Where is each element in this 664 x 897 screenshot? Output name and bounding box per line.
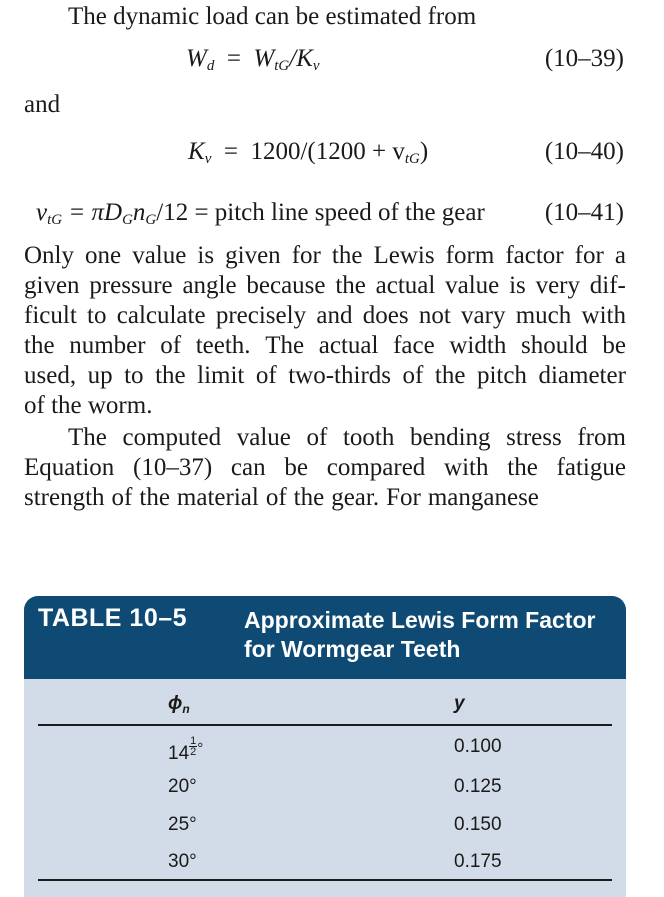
word: face	[393, 332, 435, 359]
intro-text: The dynamic load can be estimated from	[68, 3, 477, 30]
word: strength	[24, 484, 105, 511]
word: the	[155, 362, 186, 389]
table-title-line2: for Wormgear Teeth	[244, 636, 461, 662]
column-header-phi	[168, 693, 190, 716]
word: a	[614, 242, 626, 269]
phi-degree: °	[197, 740, 204, 757]
word: teeth.	[195, 332, 251, 359]
word: does	[362, 302, 409, 329]
word: pitch	[476, 362, 527, 389]
word: be	[602, 332, 626, 359]
phi-subscript: n	[182, 702, 190, 716]
word: value	[445, 272, 500, 299]
word: tooth	[342, 424, 395, 451]
table-header-bar	[24, 596, 626, 679]
equation-number-10-39: (10–39)	[544, 45, 624, 72]
word: Equation	[24, 454, 115, 481]
word: compared	[326, 454, 426, 481]
word: value	[236, 424, 291, 451]
word: two-thirds	[288, 362, 392, 389]
word: fatigue	[556, 454, 626, 481]
word: given	[225, 242, 281, 269]
word: value	[132, 242, 187, 269]
eq1-lhs: W	[186, 45, 207, 72]
phi-whole: 14	[168, 743, 190, 764]
word: For	[386, 484, 421, 511]
equation-number-10-41: (10–41)	[544, 199, 624, 226]
word: used,	[24, 362, 77, 389]
eq1-lhs-sub: d	[206, 58, 215, 74]
table-row-1-y: 0.100	[454, 736, 502, 757]
table-header-rule	[38, 724, 612, 726]
eq3-sub2: G	[122, 212, 133, 228]
eq1-rhs-sub: tG	[274, 58, 290, 74]
table-row-4-y: 0.175	[454, 851, 502, 872]
eq3-n: n	[132, 199, 146, 226]
word: The	[265, 332, 305, 359]
eq2-rhs-sub: tG	[404, 151, 420, 167]
word: of	[255, 362, 277, 389]
table-row-3-phi: 25°	[168, 814, 197, 835]
eq3-sub1: tG	[47, 212, 63, 228]
word: with	[581, 302, 626, 329]
word: the	[507, 454, 538, 481]
word: diameter	[538, 362, 626, 389]
word: of	[160, 332, 182, 359]
equation-10-39: $W_d = W_{tG}/K_v$	[186, 45, 320, 74]
paragraph-line	[24, 423, 626, 453]
word: to	[87, 302, 107, 329]
paragraph-line	[24, 331, 626, 361]
paragraph-line	[24, 301, 626, 331]
table-body	[38, 679, 612, 897]
eq3-tail: /12 = pitch line speed of the gear	[156, 199, 485, 226]
table-row-3-y: 0.150	[454, 814, 502, 835]
eq3-mid: = πD	[62, 199, 123, 226]
word: up	[87, 362, 113, 389]
table-bottom-rule	[38, 879, 612, 881]
table-row-4-phi: 30°	[168, 851, 197, 872]
paragraph-lewis-factor	[24, 241, 626, 421]
and-text: and	[24, 91, 61, 118]
paragraph-line	[24, 241, 626, 271]
word: actual	[318, 332, 379, 359]
word: from	[577, 424, 626, 451]
word: Only	[24, 242, 74, 269]
word: the	[293, 484, 325, 511]
paragraph-bending-stress	[24, 423, 626, 513]
frac-den: 2	[190, 746, 197, 758]
word: one	[85, 242, 122, 269]
word: manganese	[427, 484, 539, 511]
word: very	[535, 272, 580, 299]
word: because	[246, 272, 326, 299]
word: computed	[122, 424, 222, 451]
word: can	[230, 454, 266, 481]
word: of	[265, 484, 287, 511]
word: bending	[409, 424, 491, 451]
eq2-lhs: K	[188, 138, 205, 165]
table-row-2-phi: 20°	[168, 776, 197, 797]
paragraph-line	[24, 361, 626, 391]
table-title-line1: Approximate Lewis Form Factor	[244, 607, 596, 633]
word: actual	[375, 272, 436, 299]
eq1-rhs: W	[253, 45, 275, 72]
table-10-5	[24, 596, 626, 897]
word: of	[306, 424, 328, 451]
word: be	[284, 454, 308, 481]
word: of	[111, 484, 133, 511]
word: of	[402, 362, 424, 389]
word: not	[418, 302, 451, 329]
paragraph-line	[24, 271, 626, 301]
word: to	[124, 362, 144, 389]
word: limit	[197, 362, 245, 389]
word: for	[291, 242, 321, 269]
phi-symbol: ϕ	[168, 693, 183, 714]
word: ficult	[24, 302, 77, 329]
eq3-sub3: G	[145, 212, 157, 228]
table-title	[244, 606, 595, 664]
word: precisely	[215, 302, 307, 329]
equation-10-40: $K_v = 1200/(1200 + v_{tG})$	[188, 138, 429, 167]
word: calculate	[116, 302, 206, 329]
eq3-v: v	[36, 199, 48, 226]
word: for	[574, 242, 604, 269]
equation-number-10-40: (10–40)	[544, 138, 624, 165]
word: (10–37)	[133, 454, 213, 481]
eq1-rhs-tail: /K	[289, 45, 313, 72]
word: angle	[182, 272, 237, 299]
eq2-lhs-sub: v	[204, 151, 212, 167]
word: number	[69, 332, 146, 359]
word: of the worm.	[24, 392, 153, 419]
word: factor	[505, 242, 564, 269]
column-header-y: y	[454, 693, 465, 714]
word: form	[445, 242, 495, 269]
word: the	[331, 242, 363, 269]
paragraph-line	[24, 483, 626, 513]
word: with	[444, 454, 489, 481]
word: is	[509, 272, 526, 299]
word: pressure	[89, 272, 173, 299]
word: the	[24, 332, 55, 359]
word: Lewis	[373, 242, 435, 269]
word: material	[176, 484, 259, 511]
table-row-1-phi	[168, 736, 203, 765]
word: should	[520, 332, 588, 359]
table-row-2-y: 0.125	[454, 776, 502, 797]
word: vary	[461, 302, 506, 329]
word: much	[515, 302, 572, 329]
paragraph-line	[24, 453, 626, 483]
frac-num: 1	[190, 735, 197, 747]
word: stress	[506, 424, 562, 451]
word: the	[335, 272, 366, 299]
word: The	[68, 424, 107, 451]
word: the	[139, 484, 170, 511]
equation-10-41	[36, 199, 485, 229]
word: is	[197, 242, 215, 269]
eq2-rhs-close: )	[419, 138, 429, 165]
table-label: TABLE 10–5	[38, 604, 188, 632]
word: gear.	[331, 484, 380, 511]
eq1-rhs-tail-sub: v	[312, 58, 320, 74]
word: given	[24, 272, 80, 299]
word: width	[449, 332, 507, 359]
word: and	[316, 302, 353, 329]
word: dif-	[589, 272, 626, 299]
word: the	[434, 362, 466, 389]
paragraph-line	[24, 391, 626, 421]
eq2-rhs: 1200/(1200 + v	[250, 138, 405, 165]
